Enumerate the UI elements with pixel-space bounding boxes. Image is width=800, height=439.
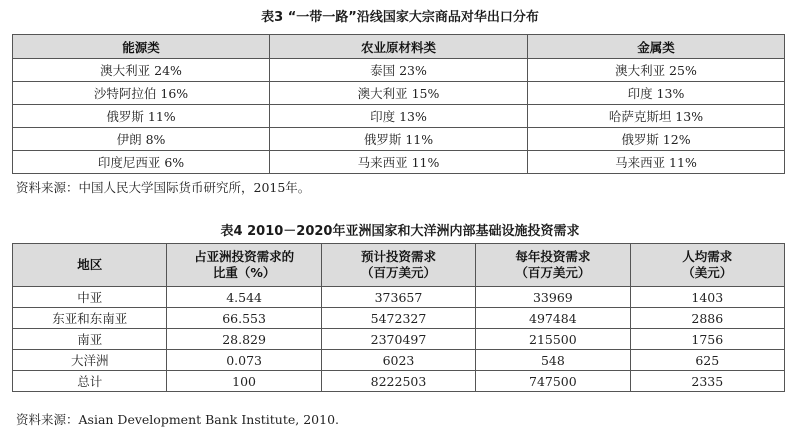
table-cell: 33969 <box>476 287 630 308</box>
table3-header-energy: 能源类 <box>13 35 270 59</box>
table-row <box>13 151 785 174</box>
table-cell: 2335 <box>630 371 784 392</box>
table-cell: 俄罗斯 11% <box>13 105 270 128</box>
table-cell: 6023 <box>321 350 475 371</box>
table-cell: 伊朗 8% <box>13 128 270 151</box>
table-row <box>13 128 785 151</box>
table4-header-row <box>13 244 785 287</box>
header-line: （百万美元） <box>360 265 436 280</box>
table-cell: 印度 13% <box>527 82 784 105</box>
table-row <box>13 59 785 82</box>
table-cell: 印度尼西亚 6% <box>13 151 270 174</box>
table3-header-row <box>13 35 785 59</box>
table-cell: 2886 <box>630 308 784 329</box>
table-cell: 哈萨克斯坦 13% <box>527 105 784 128</box>
table-row <box>13 308 785 329</box>
table-cell: 548 <box>476 350 630 371</box>
table-cell: 0.073 <box>167 350 321 371</box>
table-cell: 4.544 <box>167 287 321 308</box>
table-cell: 马来西亚 11% <box>270 151 528 174</box>
table-cell: 1756 <box>630 329 784 350</box>
header-line: （百万美元） <box>515 265 591 280</box>
table-cell: 2370497 <box>321 329 475 350</box>
table-cell: 5472327 <box>321 308 475 329</box>
table4-header-annual-investment <box>476 244 630 287</box>
table4-header-per-capita <box>630 244 784 287</box>
table-cell: 澳大利亚 24% <box>13 59 270 82</box>
table-cell: 中亚 <box>13 287 167 308</box>
header-line: 比重（%） <box>212 265 276 280</box>
table-cell: 66.553 <box>167 308 321 329</box>
table-row <box>13 82 785 105</box>
table-cell: 南亚 <box>13 329 167 350</box>
table-cell: 东亚和东南亚 <box>13 308 167 329</box>
table-cell: 泰国 23% <box>270 59 528 82</box>
table4 <box>12 243 785 392</box>
table-cell: 747500 <box>476 371 630 392</box>
table3-source-note: 资料来源：中国人民大学国际货币研究所，2015年。 <box>16 180 311 195</box>
table-cell: 28.829 <box>167 329 321 350</box>
table-cell: 215500 <box>476 329 630 350</box>
table-cell: 澳大利亚 15% <box>270 82 528 105</box>
table-row <box>13 371 785 392</box>
table-row <box>13 329 785 350</box>
table-cell: 625 <box>630 350 784 371</box>
table-cell: 俄罗斯 11% <box>270 128 528 151</box>
table3-caption: 表3 “一带一路”沿线国家大宗商品对华出口分布 <box>261 10 539 25</box>
table4-caption: 表4 2010－2020年亚洲国家和大洋洲内部基础设施投资需求 <box>220 224 580 239</box>
table4-source-note: 资料来源：Asian Development Bank Institute, 2010. <box>16 412 340 427</box>
header-line: 预计投资需求 <box>360 249 436 264</box>
table-cell: 1403 <box>630 287 784 308</box>
table-cell: 100 <box>167 371 321 392</box>
table-cell: 印度 13% <box>270 105 528 128</box>
table-cell: 373657 <box>321 287 475 308</box>
table-cell: 8222503 <box>321 371 475 392</box>
table-cell: 497484 <box>476 308 630 329</box>
table3-header-agriculture: 农业原材料类 <box>270 35 528 59</box>
table3 <box>12 34 785 174</box>
table4-header-region <box>13 244 167 287</box>
header-line: 人均需求 <box>682 249 733 264</box>
table-cell: 沙特阿拉伯 16% <box>13 82 270 105</box>
table-cell: 大洋洲 <box>13 350 167 371</box>
table4-header-share <box>167 244 321 287</box>
table-row <box>13 105 785 128</box>
table-row <box>13 287 785 308</box>
table-cell: 马来西亚 11% <box>527 151 784 174</box>
table-cell: 俄罗斯 12% <box>527 128 784 151</box>
table-cell: 总计 <box>13 371 167 392</box>
header-line: 每年投资需求 <box>515 249 591 264</box>
header-line: （美元） <box>682 265 733 280</box>
table-cell: 澳大利亚 25% <box>527 59 784 82</box>
table3-header-metals: 金属类 <box>527 35 784 59</box>
table-row <box>13 350 785 371</box>
table4-header-projected-investment <box>321 244 475 287</box>
header-line: 占亚洲投资需求的 <box>194 249 295 264</box>
header-line: 地区 <box>77 257 103 272</box>
